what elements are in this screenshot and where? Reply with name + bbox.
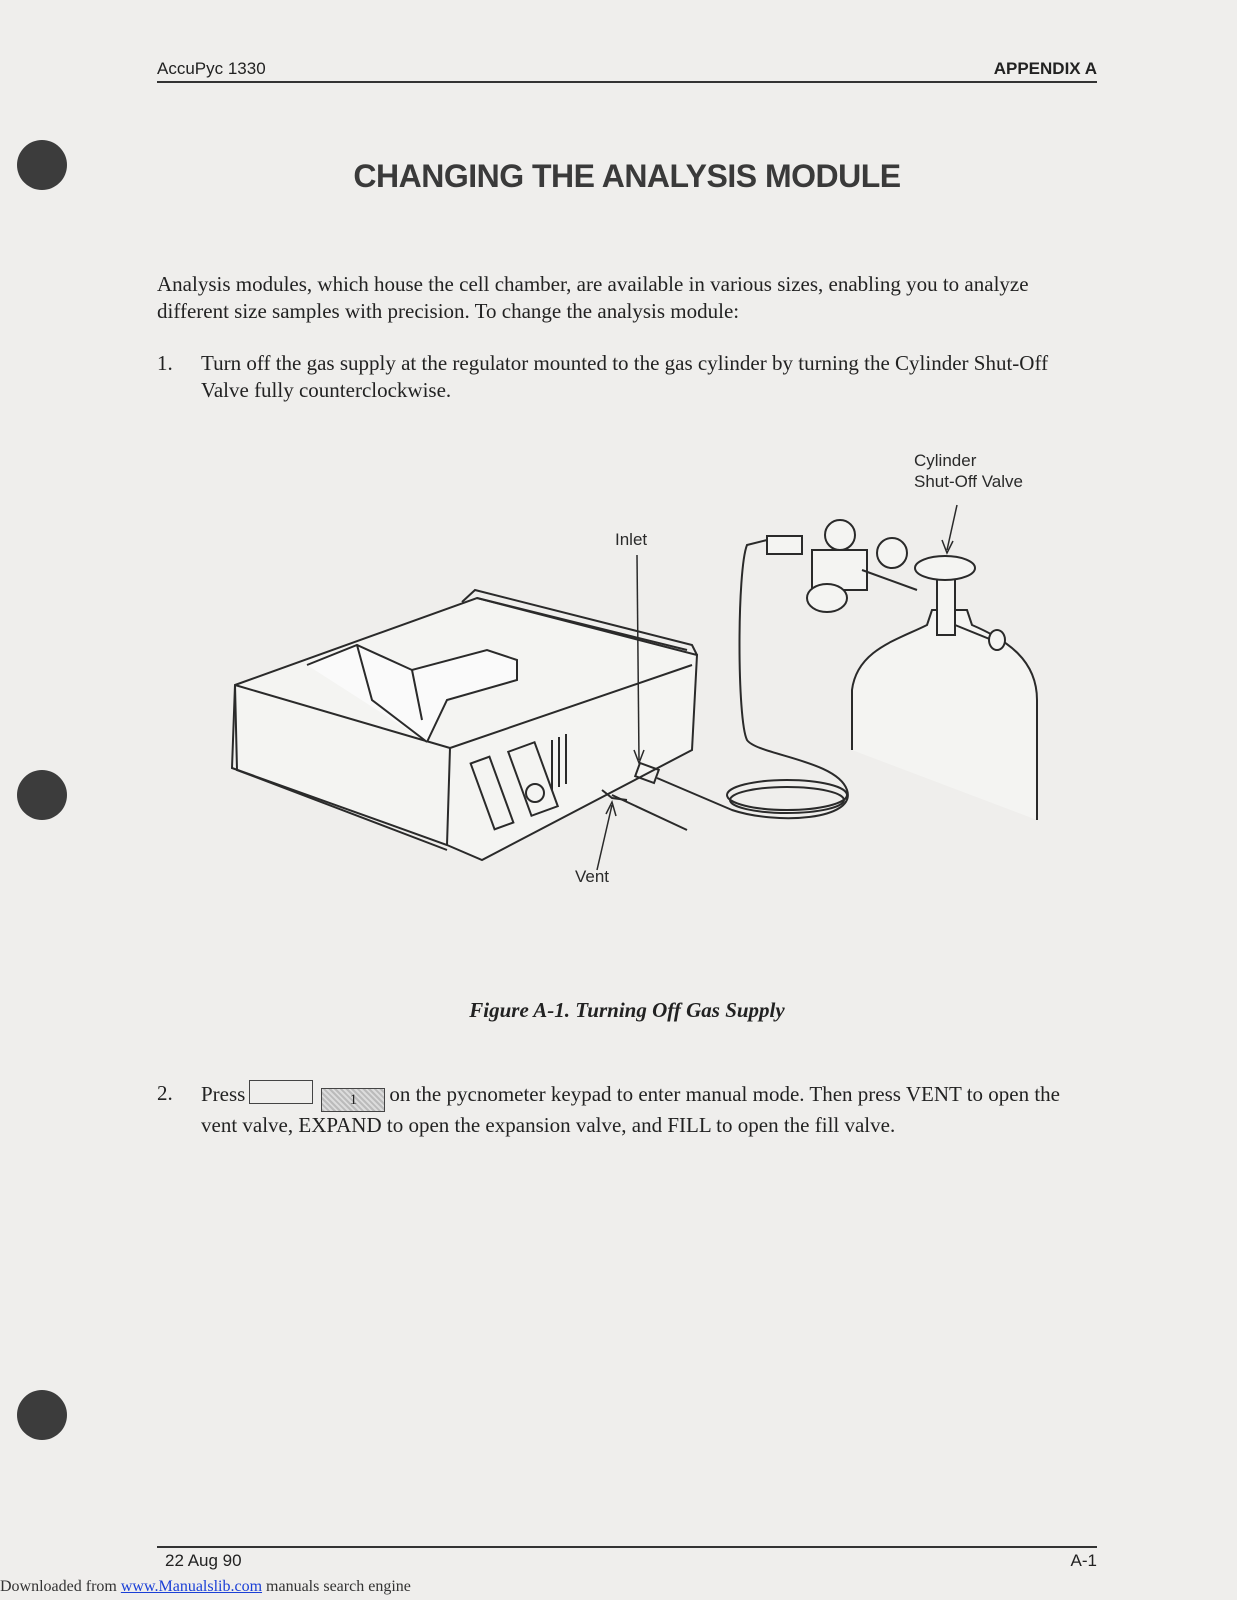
label-vent: Vent — [575, 867, 610, 886]
step-2-number: 2. — [157, 1081, 173, 1105]
header-section: APPENDIX A — [993, 59, 1097, 78]
label-inlet: Inlet — [615, 530, 648, 549]
regulator-knob — [807, 584, 847, 612]
module-body — [232, 598, 697, 860]
page-footer — [157, 1546, 1097, 1572]
footer-date: 22 Aug 90 — [165, 1551, 242, 1570]
page-header — [157, 57, 1097, 83]
figure-gas-supply — [157, 450, 1097, 920]
keypad-key-1-icon: 1 — [321, 1088, 385, 1112]
step-1-text: Turn off the gas supply at the regulator mounted to the gas cylinder by turning the Cylinder Shut-Off Valve fully counterclockwise. — [201, 351, 1049, 402]
keypad-key-blank-icon — [249, 1080, 313, 1104]
label-cylinder-line2: Shut-Off Valve — [914, 472, 1023, 491]
download-suffix: manuals search engine — [266, 1578, 411, 1595]
binder-hole-bottom — [17, 1390, 67, 1440]
binder-hole-top — [17, 140, 67, 190]
step-2-press: Press — [201, 1082, 246, 1106]
footer-page-number: A-1 — [1070, 1551, 1097, 1570]
manualslib-link[interactable]: www.Manualslib.com — [120, 1578, 263, 1595]
label-cylinder-line1: Cylinder — [914, 451, 977, 470]
regulator-gauge-left — [825, 520, 855, 550]
intro-paragraph: Analysis modules, which house the cell chamber, are available in various sizes, enabling you to analyze different size samples with precision. To change the analysis module: — [157, 272, 1029, 323]
gas-cylinder — [852, 610, 1037, 820]
step-1-number: 1. — [157, 351, 173, 375]
step-2-text — [201, 1080, 1097, 1139]
figure-caption: Figure A-1. Turning Off Gas Supply — [469, 998, 785, 1022]
download-credit — [0, 1578, 411, 1596]
binder-hole-middle — [17, 770, 67, 820]
page-title: CHANGING THE ANALYSIS MODULE — [353, 158, 901, 194]
header-product: AccuPyc 1330 — [157, 59, 266, 78]
vent-leader — [597, 805, 612, 870]
shut-off-valve-handle — [915, 556, 975, 580]
step-2-instructions: on the pycnometer keypad to enter manual mode. Then press VENT to open the vent valve, EXPAND to open the expansion valve, and FILL to open the fill valve. — [201, 1082, 1061, 1137]
regulator-gauge-right — [877, 538, 907, 568]
figure-illustration — [157, 450, 1097, 920]
download-prefix: Downloaded from — [0, 1578, 117, 1595]
